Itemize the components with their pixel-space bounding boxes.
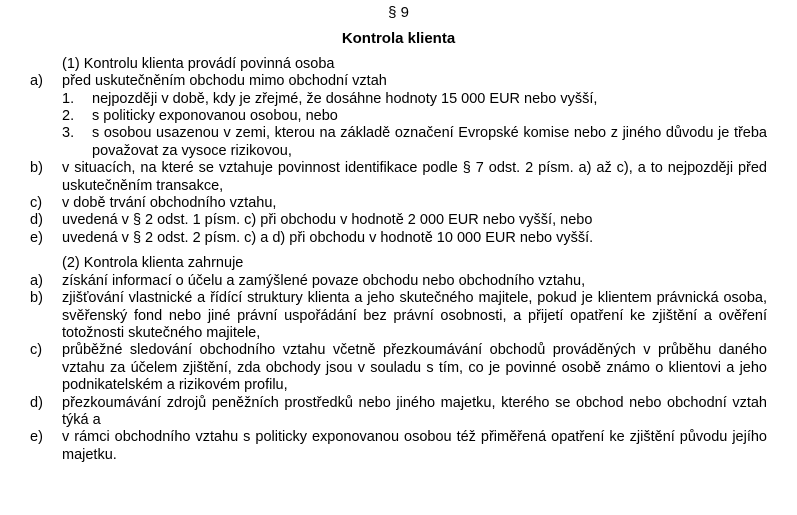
item-mark: b)	[30, 160, 43, 177]
item-text: získání informací o účelu a zamýšlené povaze obchodu nebo obchodního vztahu,	[62, 272, 586, 289]
item-text: v situacích, na které se vztahuje povinnost identifikace podle § 7 odst. 2 písm. a) až c), a to nejpozději před uskutečněním transakce,	[62, 160, 767, 194]
item-text: uvedená v § 2 odst. 2 písm. c) a d) při obchodu v hodnotě 10 000 EUR nebo vyšší.	[62, 229, 594, 246]
sub-item	[0, 108, 797, 125]
list-item	[0, 160, 797, 195]
item-mark: a)	[30, 73, 43, 90]
list-item	[0, 290, 797, 342]
sub-item-mark: 3.	[62, 125, 75, 142]
list-item	[0, 429, 797, 464]
list-item	[0, 230, 797, 247]
item-text: přezkoumávání zdrojů peněžních prostředků nebo jiného majetku, kterého se obchod nebo obchodní vztah týká a	[62, 394, 767, 428]
sub-item-text: nejpozději v době, kdy je zřejmé, že dosáhne hodnoty 15 000 EUR nebo vyšší,	[92, 90, 598, 107]
item-text: uvedená v § 2 odst. 1 písm. c) při obchodu v hodnotě 2 000 EUR nebo vyšší, nebo	[62, 212, 593, 229]
item-mark: c)	[30, 342, 43, 359]
item-text: v rámci obchodního vztahu s politicky exponovanou osobou též přiměřená opatření ke zjištění původu jejího majetku.	[62, 429, 767, 463]
item-mark: b)	[30, 290, 43, 307]
sub-item	[0, 125, 797, 160]
paragraph-2-intro: (2) Kontrola klienta zahrnuje	[62, 255, 244, 272]
sub-item-text: s politicky exponovanou osobou, nebo	[92, 108, 338, 125]
list-item	[0, 273, 797, 290]
item-mark: e)	[30, 429, 43, 446]
item-text: před uskutečněním obchodu mimo obchodní vztah	[62, 73, 387, 90]
list-item	[0, 195, 797, 212]
list-item	[0, 342, 797, 394]
item-mark: d)	[30, 212, 43, 229]
spacer	[0, 247, 797, 255]
item-mark: e)	[30, 229, 43, 246]
item-mark: c)	[30, 195, 43, 212]
item-mark: a)	[30, 272, 43, 289]
sub-item-text: s osobou usazenou v zemi, kterou na základě označení Evropské komise nebo z jiného důvodu je třeba považovat za vysoce rizikovou,	[92, 125, 767, 159]
sub-item	[0, 91, 797, 108]
item-text: v době trvání obchodního vztahu,	[62, 195, 277, 212]
list-item	[0, 73, 797, 90]
list-item	[0, 212, 797, 229]
paragraph-1-intro: (1) Kontrolu klienta provádí povinná osoba	[62, 55, 335, 72]
item-text: průběžné sledování obchodního vztahu včetně přezkoumávání obchodů prováděných v průběhu daného vztahu za účelem zjištění, zda obchody jsou v souladu s tím, co je povinné osobě známo o klientovi a jeho podnikatelském a rizikovém profilu,	[62, 342, 767, 394]
section-number: § 9	[388, 4, 409, 21]
sub-item-mark: 1.	[62, 90, 75, 107]
sub-item-mark: 2.	[62, 108, 75, 125]
item-text: zjišťování vlastnické a řídící struktury klienta a jeho skutečného majitele, pokud je klientem právnická osoba, svěřenský fond nebo jiné právní uspořádání bez právní osobnosti, a přijetí opatření ke zjištění a ověření totožnosti skutečného majitele,	[62, 290, 767, 341]
list-item	[0, 395, 797, 430]
section-title: Kontrola klienta	[341, 30, 456, 48]
item-mark: d)	[30, 394, 43, 411]
